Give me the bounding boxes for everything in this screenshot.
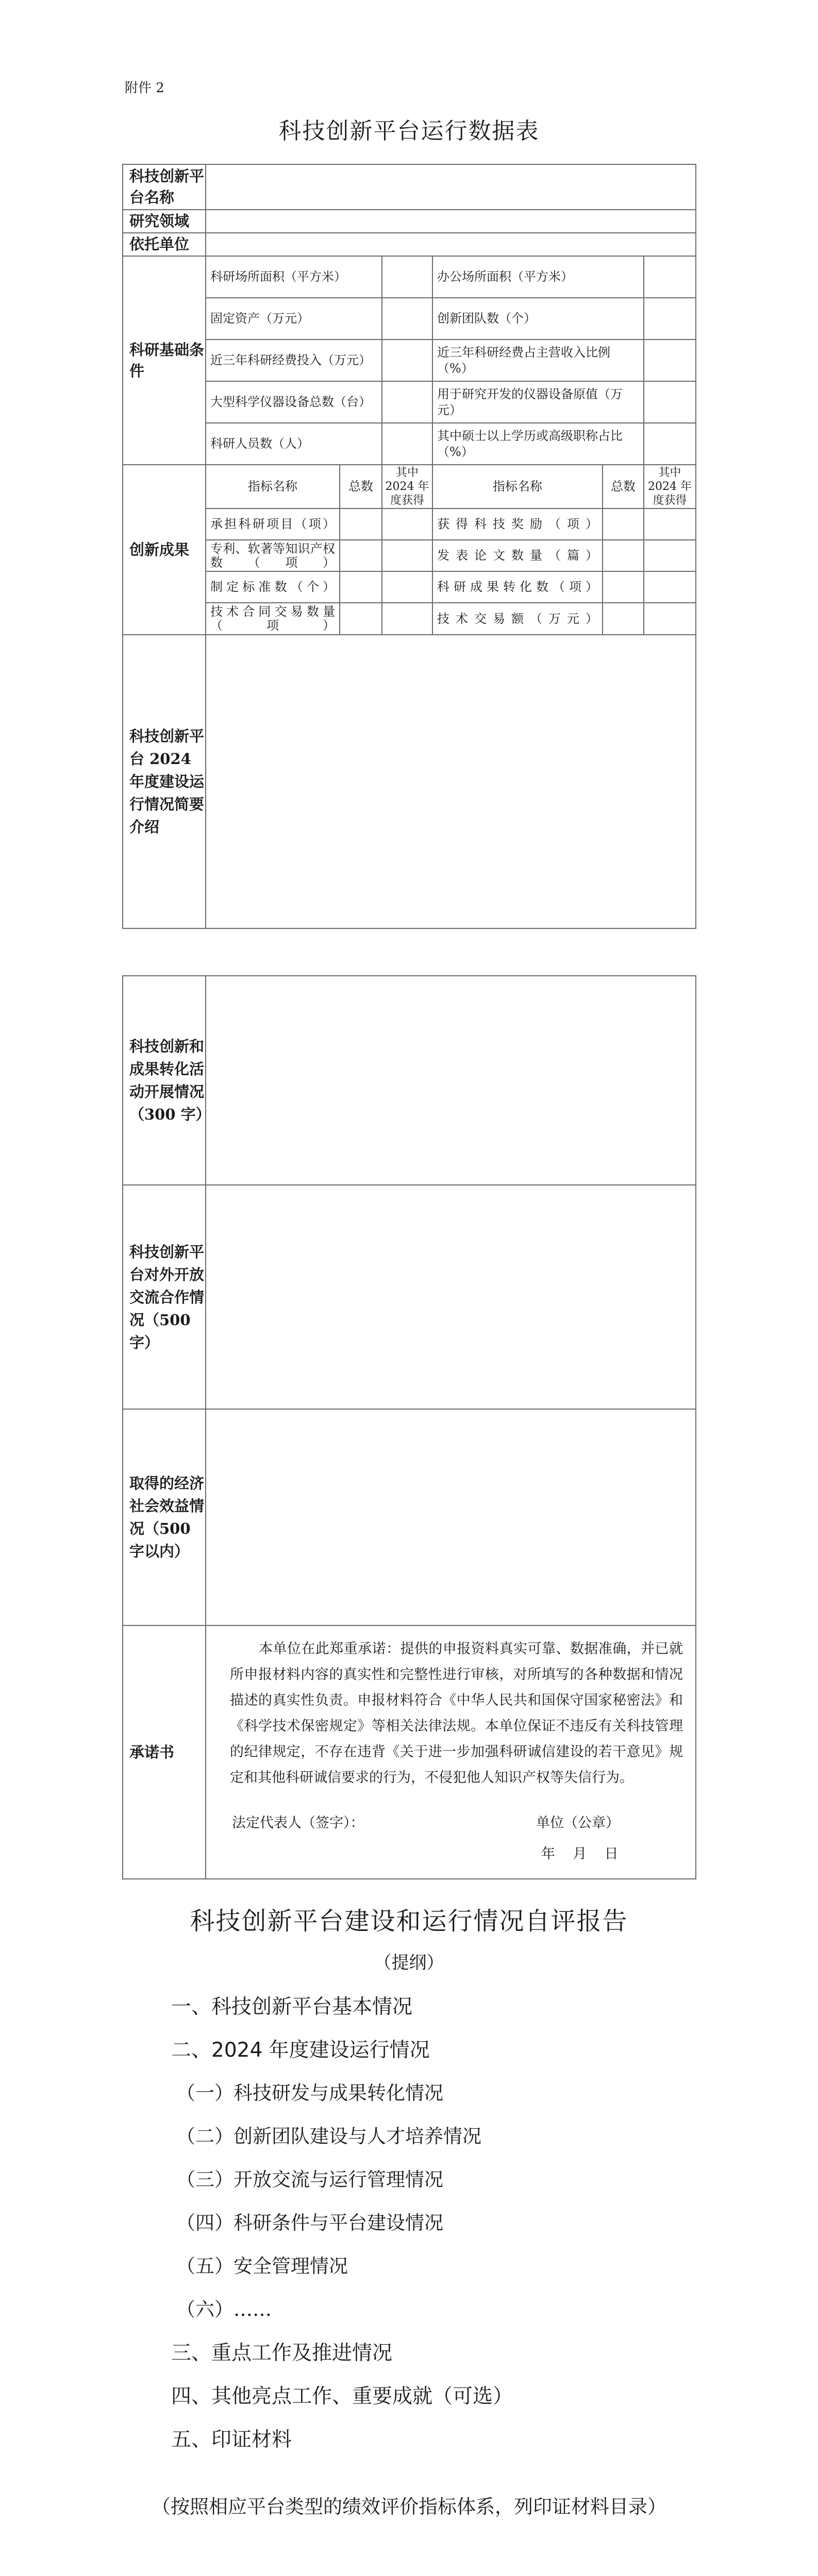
basic-right-value[interactable] xyxy=(644,256,696,298)
achievement-total-field[interactable] xyxy=(603,540,644,571)
achievement-year-field[interactable] xyxy=(382,603,432,635)
achievements-header-total: 总数 xyxy=(340,465,382,509)
achievement-total-field[interactable] xyxy=(340,571,382,603)
achievement-total-field[interactable] xyxy=(603,509,644,540)
annual-intro-label: 科技创新平台 2024 年度建设运行情况简要介绍 xyxy=(123,635,206,928)
outline-item: 三、重点工作及推进情况 xyxy=(171,2342,393,2365)
attachment-label: 附件 2 xyxy=(125,80,164,96)
achievement-left-item: 制定标准数（个） xyxy=(206,571,340,603)
achievement-total-field[interactable] xyxy=(603,603,644,635)
basic-left-item: 固定资产（万元） xyxy=(206,298,382,340)
cooperation-label: 科技创新平台对外开放交流合作情况（500 字） xyxy=(123,1185,206,1409)
achievements-header-indicator: 指标名称 xyxy=(206,465,340,509)
basic-right-value[interactable] xyxy=(644,340,696,381)
achievement-year-field[interactable] xyxy=(644,540,696,571)
basic-right-item: 其中硕士以上学历或高级职称占比（%） xyxy=(432,423,644,465)
outline-item: （三）开放交流与运行管理情况 xyxy=(176,2168,443,2191)
basic-left-item: 近三年科研经费投入（万元） xyxy=(206,340,382,381)
outline-item: （五）安全管理情况 xyxy=(176,2255,348,2277)
basic-right-value[interactable] xyxy=(644,423,696,465)
achievements-header-indicator: 指标名称 xyxy=(432,465,603,509)
benefits-field[interactable] xyxy=(206,1409,696,1625)
report-subtitle: （提纲） xyxy=(374,1953,444,1973)
outline-item: 五、印证材料 xyxy=(171,2428,292,2451)
outline-item: （四）科研条件与平台建设情况 xyxy=(176,2212,443,2234)
report-title: 科技创新平台建设和运行情况自评报告 xyxy=(190,1907,628,1936)
commitment-text: 本单位在此郑重承诺：提供的申报资料真实可靠、数据准确，并已就所申报材料内容的真实性和完整性进行审核，对所填写的各种数据和情况描述的真实性负责。申报材料符合《中华人民共和国保守国家秘密法》和《科学技术保密规定》等相关法律法规。本单位保证不违反有关科技管理的纪律规定，不存在违背《关于进一步加强科研诚信建设的若干意见》规定和其他科研诚信要求的行为，不侵犯他人知识产权等失信行为。 xyxy=(230,1641,683,1786)
achievements-header-total: 总数 xyxy=(603,465,644,509)
achievement-right-item: 科研成果转化数（项） xyxy=(432,571,603,603)
commitment-label: 承诺书 xyxy=(123,1625,206,1879)
basic-right-value[interactable] xyxy=(644,381,696,423)
achievement-year-field[interactable] xyxy=(644,603,696,635)
benefits-label: 取得的经济社会效益情况（500 字以内） xyxy=(123,1409,206,1625)
basic-left-item: 大型科学仪器设备总数（台） xyxy=(206,381,382,423)
narrative-table xyxy=(122,975,696,1879)
outline-item: （六）…… xyxy=(176,2298,272,2320)
outline-item: 一、科技创新平台基本情况 xyxy=(171,1995,413,2019)
host-unit-label: 依托单位 xyxy=(123,233,206,256)
research-field-label: 研究领域 xyxy=(123,210,206,233)
basic-left-value[interactable] xyxy=(382,298,432,340)
achievement-left-item: 承担科研项目（项） xyxy=(206,509,340,540)
annual-intro-field[interactable] xyxy=(206,635,696,928)
host-unit-field[interactable] xyxy=(206,233,696,256)
achievement-year-field[interactable] xyxy=(382,571,432,603)
basic-left-value[interactable] xyxy=(382,256,432,298)
basic-right-item: 办公场所面积（平方米） xyxy=(432,256,644,298)
outline-item: （一）科技研发与成果转化情况 xyxy=(176,2082,443,2104)
achievements-header-year: 其中 2024 年度获得 xyxy=(644,465,696,509)
unit-seal: 单位（公章） xyxy=(536,1815,620,1831)
achievement-right-item: 发表论文数量（篇） xyxy=(432,540,603,571)
achievement-left-item: 专利、软著等知识产权数（项） xyxy=(206,540,340,571)
representative-signature: 法定代表人（签字）： xyxy=(232,1815,364,1831)
basic-right-item: 用于研究开发的仪器设备原值（万元） xyxy=(432,381,644,423)
outline-item: 四、其他亮点工作、重要成就（可选） xyxy=(171,2385,513,2408)
basic-left-item: 科研场所面积（平方米） xyxy=(206,256,382,298)
achievement-year-field[interactable] xyxy=(382,540,432,571)
transfer-label: 科技创新和成果转化活动开展情况（300 字） xyxy=(123,976,206,1185)
commitment-cell xyxy=(206,1625,696,1879)
research-field-field[interactable] xyxy=(206,210,696,233)
cooperation-field[interactable] xyxy=(206,1185,696,1409)
outline-item: 二、2024 年度建设运行情况 xyxy=(171,2039,430,2062)
platform-name-label: 科技创新平台名称 xyxy=(123,164,206,210)
achievement-left-item: 技术合同交易数量（项） xyxy=(206,603,340,635)
basic-right-item: 近三年科研经费占主营收入比例（%） xyxy=(432,340,644,381)
achievement-total-field[interactable] xyxy=(340,509,382,540)
basic-left-value[interactable] xyxy=(382,381,432,423)
data-form-table xyxy=(122,164,696,929)
achievement-total-field[interactable] xyxy=(340,603,382,635)
basic-conditions-label: 科研基础条件 xyxy=(123,256,206,465)
signature-block xyxy=(206,1791,695,1878)
achievements-label: 创新成果 xyxy=(123,465,206,635)
outline-item: （二）创新团队建设与人才培养情况 xyxy=(176,2125,481,2147)
achievement-total-field[interactable] xyxy=(340,540,382,571)
achievement-right-item: 技术交易额（万元） xyxy=(432,603,603,635)
basic-left-value[interactable] xyxy=(382,340,432,381)
basic-right-item: 创新团队数（个） xyxy=(432,298,644,340)
achievements-header-year: 其中 2024 年度获得 xyxy=(382,465,432,509)
achievement-year-field[interactable] xyxy=(382,509,432,540)
achievement-year-field[interactable] xyxy=(644,571,696,603)
transfer-field[interactable] xyxy=(206,976,696,1185)
achievement-right-item: 获得科技奖励（项） xyxy=(432,509,603,540)
basic-left-value[interactable] xyxy=(382,423,432,465)
sign-date: 年 月 日 xyxy=(541,1846,619,1862)
basic-right-value[interactable] xyxy=(644,298,696,340)
platform-name-field[interactable] xyxy=(206,164,696,210)
footnote: （按照相应平台类型的绩效评价指标体系，列印证材料目录） xyxy=(152,2496,666,2518)
achievement-year-field[interactable] xyxy=(644,509,696,540)
form-title: 科技创新平台运行数据表 xyxy=(278,118,540,144)
achievement-total-field[interactable] xyxy=(603,571,644,603)
basic-left-item: 科研人员数（人） xyxy=(206,423,382,465)
